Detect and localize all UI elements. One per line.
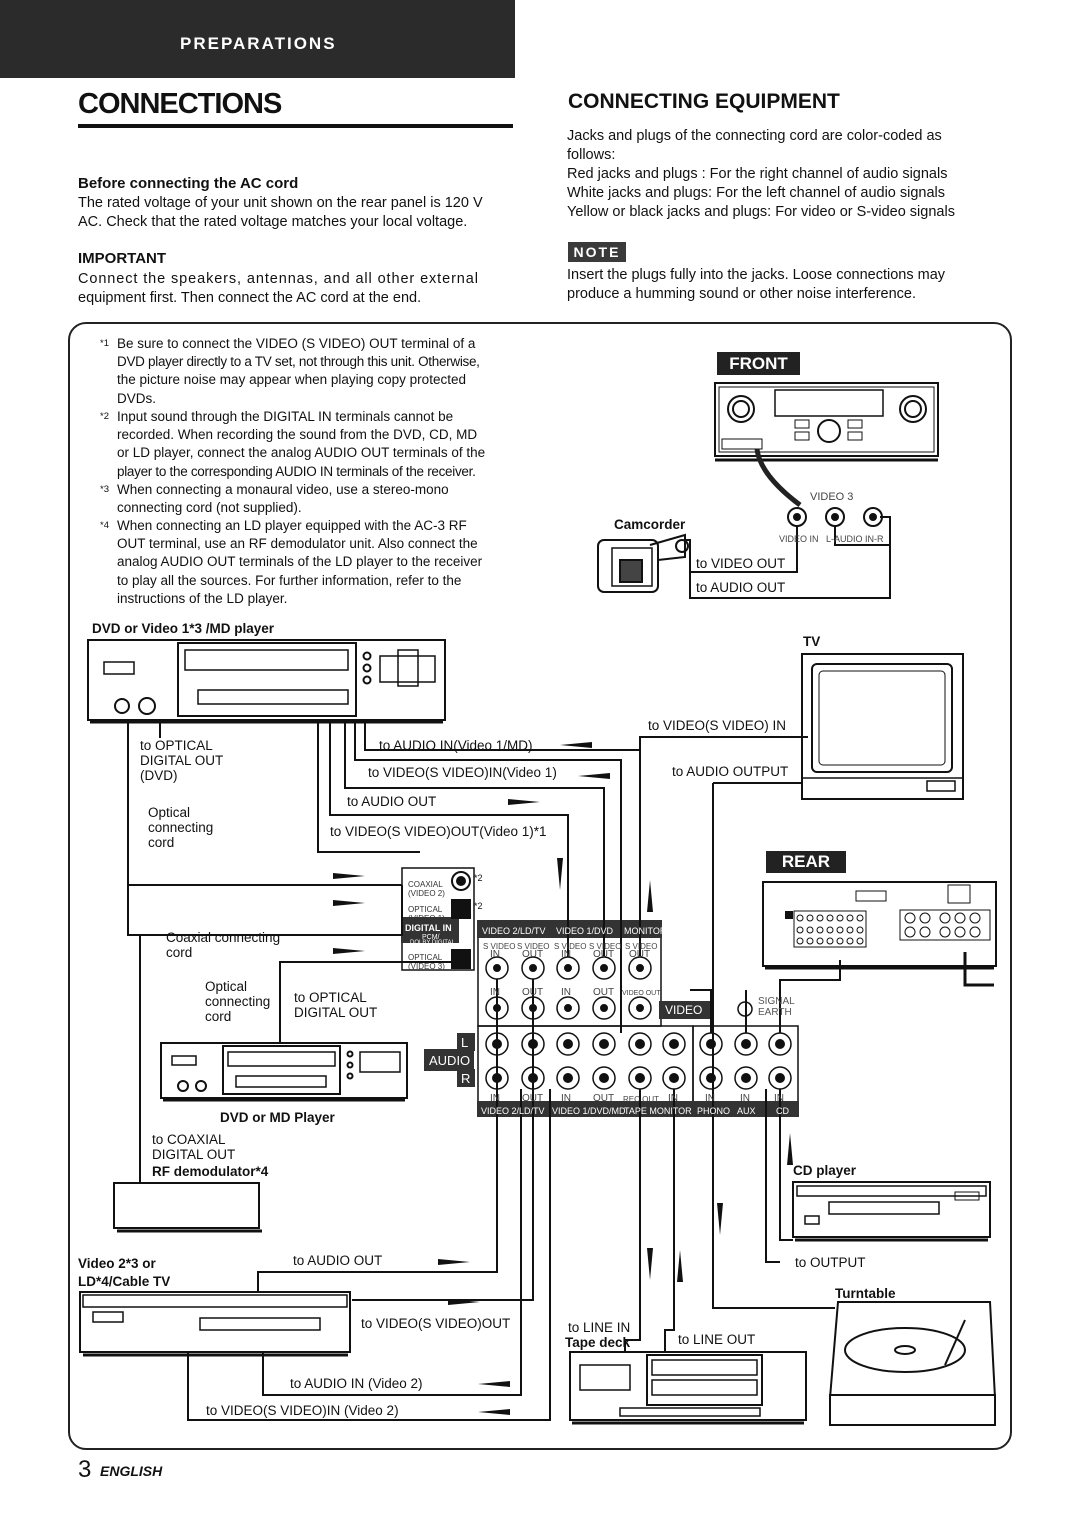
camcorder: [598, 535, 688, 592]
audio-tag: AUDIO: [429, 1053, 471, 1068]
coaxial-cord-label: [166, 930, 280, 960]
footnote-line: connecting cord (not supplied).: [117, 500, 302, 516]
ac-line: The rated voltage of your unit shown on the rear panel is 120 V: [78, 195, 483, 211]
in-label: IN: [561, 949, 571, 960]
label-line: (DVD): [140, 768, 178, 783]
language-label: ENGLISH: [100, 1463, 163, 1479]
grp-v1-label: VIDEO 1/DVD: [556, 926, 614, 936]
note-line: Insert the plugs fully into the jacks. Loose connections may: [567, 267, 946, 283]
in-label: IN: [490, 987, 500, 998]
label-line: connecting: [148, 820, 214, 835]
in-label: IN: [668, 1093, 678, 1104]
color-line: Yellow or black jacks and plugs: For video or S-video signals: [567, 204, 955, 220]
to-optical-dvd-label: [140, 738, 223, 783]
audio-r-label: R: [461, 1071, 471, 1086]
video-tag: VIDEO: [665, 1003, 703, 1017]
camcorder-jacks: [788, 508, 882, 526]
rear-tag: REAR: [766, 851, 846, 873]
to-vs-out-v2-label: to VIDEO(S VIDEO)OUT: [361, 1316, 511, 1331]
bot-v2-label: VIDEO 2/LD/TV: [481, 1106, 545, 1116]
s-video-label: S VIDEO: [554, 942, 587, 951]
tv-set: [802, 654, 963, 799]
label-line: to OPTICAL: [294, 990, 367, 1005]
in-label: IN: [490, 1093, 500, 1104]
camcorder-label: Camcorder: [614, 517, 686, 532]
in-label: IN: [705, 1093, 715, 1104]
bot-phono-label: PHONO: [697, 1106, 731, 1116]
to-vs-out-v1-label: to VIDEO(S VIDEO)OUT(Video 1)*1: [330, 824, 547, 839]
to-vs-in-v2-label: to VIDEO(S VIDEO)IN (Video 2): [206, 1403, 399, 1418]
out-label: OUT: [593, 987, 615, 998]
dig-in-label: DIGITAL IN: [405, 923, 452, 933]
label-line: cord: [205, 1009, 232, 1024]
turntable: [830, 1302, 995, 1425]
optical-cord2-label: [205, 979, 270, 1024]
label-line: Coaxial connecting: [166, 930, 281, 945]
s-video-label: S VIDEO: [483, 942, 516, 951]
star2b-label: *2: [474, 901, 483, 911]
to-audio-in-v1-label: to AUDIO IN(Video 1/MD): [379, 738, 533, 753]
out-label: OUT: [522, 949, 544, 960]
important-line: Connect the speakers, antennas, and all other external: [78, 271, 479, 287]
rf-demodulator-box: [114, 1183, 259, 1228]
front-tag: FRONT: [717, 352, 800, 375]
tape-deck: [570, 1352, 806, 1423]
color-line: White jacks and plugs: For the left channel of audio signals: [567, 185, 946, 201]
in-label: IN: [740, 1093, 750, 1104]
dvd-md-player: [161, 1043, 407, 1100]
footnote-line: Input sound through the DIGITAL IN terminals cannot be: [117, 409, 454, 424]
to-coaxial-label: [152, 1132, 235, 1162]
bot-v1-label: VIDEO 1/DVD/MD: [552, 1106, 626, 1116]
dvd1-player: [88, 640, 445, 722]
in-label: IN: [774, 1093, 784, 1104]
to-audio-output-label: to AUDIO OUTPUT: [672, 764, 789, 779]
to-video-out-label: to VIDEO OUT: [696, 556, 786, 571]
dig-pcm-label: PCM/: [422, 934, 440, 941]
note-line: produce a humming sound or other noise interference.: [567, 286, 917, 302]
cd-player: [793, 1182, 990, 1240]
out-label: OUT: [522, 1093, 544, 1104]
dig-video1-label: (VIDEO 1): [408, 914, 445, 923]
footnote-mark: *3: [100, 484, 109, 495]
footnote-line: DVDs.: [117, 390, 157, 406]
ac-line: AC. Check that the rated voltage matches your local voltage.: [78, 214, 468, 230]
label-line: connecting: [205, 994, 271, 1009]
to-vid-s-in-label: to VIDEO(S VIDEO) IN: [648, 718, 787, 733]
to-output-label: to OUTPUT: [795, 1255, 866, 1270]
turntable-label: Turntable: [835, 1286, 896, 1301]
label-line: cord: [148, 835, 175, 850]
bot-aux-label: AUX: [737, 1106, 756, 1116]
out-label: OUT: [593, 1093, 615, 1104]
color-line: Jacks and plugs of the connecting cord are color-coded as: [567, 128, 942, 144]
rf-demod-label: RF demodulator*4: [152, 1164, 269, 1179]
connecting-equipment-title: CONNECTING EQUIPMENT: [568, 90, 840, 113]
label-line: SIGNAL: [758, 996, 795, 1007]
rec-out-label: REC OUT: [623, 1095, 659, 1104]
video-out-label: VIDEO OUT: [622, 990, 661, 997]
footnote-line: player to the corresponding AUDIO IN terminals of the receiver.: [117, 463, 476, 479]
label-line: DIGITAL OUT: [294, 1005, 378, 1020]
footnote-line: instructions of the LD player.: [117, 590, 288, 606]
footnote-mark: *2: [100, 411, 109, 422]
s-video-label: S VIDEO: [517, 942, 550, 951]
label-line: to OPTICAL: [140, 738, 213, 753]
video-in-label: VIDEO IN: [779, 534, 819, 544]
audio-lr-label: L-AUDIO IN-R: [826, 534, 884, 544]
footnote-mark: *4: [100, 520, 109, 531]
optical-cord1-label: [148, 805, 213, 850]
signal-earth-label: [758, 996, 795, 1018]
tape-deck-label: Tape deck: [565, 1335, 631, 1350]
label-line: Video 2*3 or: [78, 1256, 156, 1271]
label-line: to COAXIAL: [152, 1132, 226, 1147]
label-line: EARTH: [758, 1007, 792, 1018]
dvd-md-player-label: DVD or MD Player: [220, 1110, 335, 1125]
cd-player-label: CD player: [793, 1163, 857, 1178]
footnote-line: to play all the sources. For further information, refer to the: [117, 572, 462, 588]
in-label: IN: [561, 987, 571, 998]
dig-dolby-label: DOLBY DIGITAL: [410, 940, 455, 946]
important-line: equipment first. Then connect the AC cord at the end.: [78, 290, 422, 306]
color-line: follows:: [567, 147, 616, 163]
dig-coaxial-label: COAXIAL: [408, 880, 443, 889]
to-line-out-label: to LINE OUT: [678, 1332, 756, 1347]
to-optical-2-label: [294, 990, 377, 1020]
footnote-line: DVD player directly to a TV set, not through this unit. Otherwise,: [117, 354, 480, 370]
footnote-line: OUT terminal, use an RF demodulator unit. Also connect the: [117, 536, 478, 552]
footnote-line: When connecting a monaural video, use a stereo-mono: [117, 482, 449, 497]
tv-label: TV: [803, 634, 821, 649]
label-line: LD*4/Cable TV: [78, 1274, 171, 1289]
dig-video2-label: (VIDEO 2): [408, 889, 445, 898]
in-label: IN: [490, 949, 500, 960]
dvd1-title: DVD or Video 1*3 /MD player: [92, 621, 275, 636]
video2-ld-player: [80, 1292, 350, 1355]
label-line: Optical: [148, 805, 191, 820]
label-line: Optical: [205, 979, 248, 994]
rear-receiver: [763, 882, 996, 968]
footnote-line: Be sure to connect the VIDEO (S VIDEO) OUT terminal of a: [117, 336, 476, 351]
to-vs-in-v1-label: to VIDEO(S VIDEO)IN(Video 1): [368, 765, 557, 780]
grp-mon-label: MONITOR: [624, 926, 667, 936]
audio-l-label: L: [461, 1035, 469, 1050]
footnote-line: When connecting an LD player equipped with the AC-3 RF: [117, 518, 467, 533]
bot-cd-label: CD: [776, 1106, 789, 1116]
to-audio-out-1-label: to AUDIO OUT: [347, 794, 437, 809]
footnote-line: recorded. When recording the sound from the DVD, CD, MD: [117, 427, 478, 443]
important-heading: IMPORTANT: [78, 250, 167, 267]
label-line: cord: [166, 945, 193, 960]
note-badge: NOTE: [568, 242, 626, 262]
video2-ld-label: [78, 1255, 170, 1291]
bot-tape-label: TAPE MONITOR: [624, 1106, 692, 1116]
video3-label: VIDEO 3: [810, 491, 854, 503]
to-audio-out-cam-label: to AUDIO OUT: [696, 580, 786, 595]
star2a-label: *2: [474, 873, 483, 883]
to-audio-in-v2-label: to AUDIO IN (Video 2): [290, 1376, 423, 1391]
out-label: OUT: [593, 949, 615, 960]
in-label: IN: [561, 1093, 571, 1104]
label-line: DIGITAL OUT: [140, 753, 224, 768]
out-label: OUT: [629, 949, 651, 960]
label-line: DIGITAL OUT: [152, 1147, 236, 1162]
footnote-mark: *1: [100, 338, 109, 349]
to-line-in-label: to LINE IN: [568, 1320, 631, 1335]
dig-optical3-label: OPTICAL: [408, 953, 443, 962]
page-title: CONNECTIONS: [78, 88, 282, 120]
out-label: OUT: [522, 987, 544, 998]
to-audio-out-v2-label: to AUDIO OUT: [293, 1253, 383, 1268]
s-video-label: S VIDEO: [625, 942, 658, 951]
ac-heading: Before connecting the AC cord: [78, 175, 299, 192]
grp-v2-label: VIDEO 2/LD/TV: [482, 926, 546, 936]
dig-optical1-label: OPTICAL: [408, 905, 443, 914]
section-label: PREPARATIONS: [180, 34, 337, 53]
footnote-line: or LD player, connect the analog AUDIO OUT terminals of the: [117, 445, 486, 461]
page-number: 3: [78, 1456, 92, 1483]
s-video-label: S VIDEO: [589, 942, 622, 951]
color-line: Red jacks and plugs : For the right channel of audio signals: [567, 166, 948, 182]
footnote-line: analog AUDIO OUT terminals of the LD player to the receiver: [117, 554, 483, 570]
dig-video3-label: (VIDEO 3): [408, 962, 445, 971]
front-receiver: [715, 383, 938, 460]
footnote-line: the picture noise may appear when playing copy protected: [117, 372, 466, 388]
